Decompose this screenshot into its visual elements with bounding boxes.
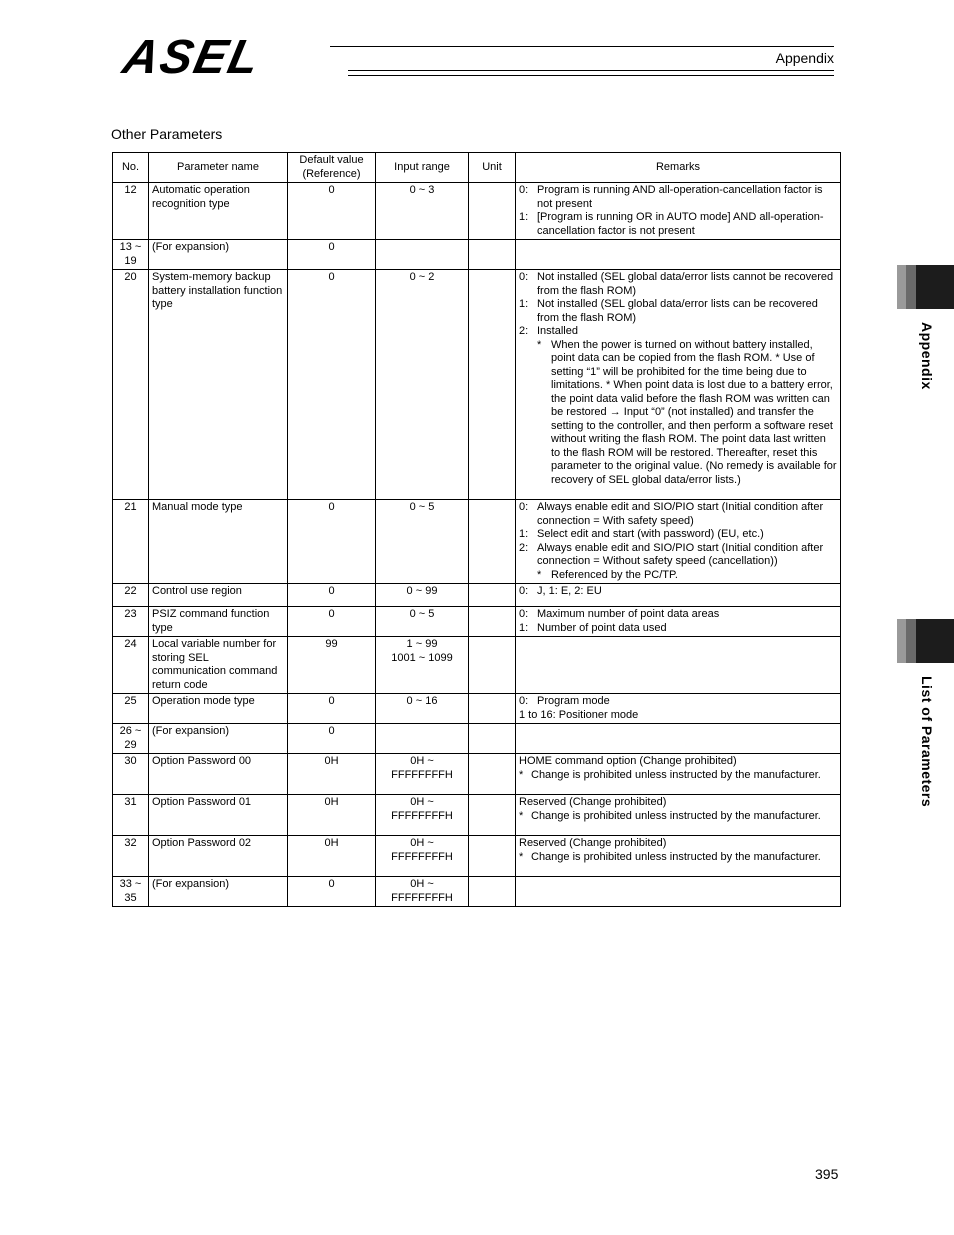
remark-key: 0: — [519, 271, 529, 283]
param-unit-cell — [469, 836, 516, 877]
remark-text: Not installed (SEL global data/error lists can be recovered from the flash ROM) — [537, 298, 818, 324]
param-unit-cell — [469, 607, 516, 637]
param-unit-cell — [469, 877, 516, 907]
remark-line — [519, 298, 837, 325]
remark-line — [519, 184, 837, 211]
param-remarks-cell — [516, 877, 841, 907]
remark-line — [519, 810, 837, 824]
remark-key: 1: — [519, 528, 529, 540]
param-remarks-cell — [516, 754, 841, 795]
table-row — [113, 836, 841, 877]
param-unit-cell — [469, 584, 516, 607]
remark-key: * — [519, 768, 524, 781]
param-default-cell: 0 — [288, 584, 376, 607]
remark-key: * — [519, 850, 524, 863]
remark-text: Program mode — [537, 695, 610, 707]
remark-text: Always enable edit and SIO/PIO start (Initial condition after connection = Without safety speed (cancellation)) — [537, 541, 824, 567]
param-default-cell: 0 — [288, 270, 376, 500]
remark-key: 1: — [519, 211, 529, 223]
param-remarks-cell — [516, 607, 841, 637]
remark-line: HOME command option (Change prohibited) — [519, 755, 737, 767]
remark-line — [519, 622, 837, 636]
param-range-cell: 0H ~ FFFFFFFFH — [376, 877, 469, 907]
param-remarks-cell — [516, 183, 841, 240]
remark-line — [519, 528, 837, 542]
param-default-cell: 0H — [288, 795, 376, 836]
table-row — [113, 694, 841, 724]
remark-line — [519, 769, 837, 783]
param-remarks-cell — [516, 724, 841, 754]
remark-line — [519, 211, 837, 238]
remark-text: [Program is running OR in AUTO mode] AND all-operation-cancellation factor is not present — [537, 211, 824, 237]
section-header: Appendix — [775, 50, 834, 66]
param-range-cell: 1 ~ 99 1001 ~ 1099 — [376, 637, 469, 694]
side-tab-list-of-parameters: List of Parameters — [919, 676, 935, 808]
table-row — [113, 877, 841, 907]
param-name-cell: Option Password 02 — [149, 836, 288, 877]
remark-text: J, 1: E, 2: EU — [537, 585, 602, 597]
remark-key: 0: — [519, 608, 529, 620]
table-row — [113, 240, 841, 270]
remark-text: Select edit and start (with password) (EU, etc.) — [537, 528, 764, 540]
param-range-cell — [376, 724, 469, 754]
asel-logo: ASEL — [118, 31, 266, 84]
param-range-cell: 0H ~ FFFFFFFFH — [376, 795, 469, 836]
param-no-cell: 30 — [113, 754, 149, 795]
remark-line — [519, 608, 837, 622]
param-remarks-cell — [516, 500, 841, 584]
side-tab-appendix: Appendix — [919, 322, 935, 390]
remark-line: Reserved (Change prohibited) — [519, 796, 667, 808]
param-no-cell: 24 — [113, 637, 149, 694]
remark-key: 0: — [519, 585, 529, 597]
param-name-cell: Control use region — [149, 584, 288, 607]
param-unit-cell — [469, 183, 516, 240]
remark-text: Maximum number of point data areas — [537, 608, 720, 620]
param-name-cell: Option Password 01 — [149, 795, 288, 836]
table-row — [113, 270, 841, 500]
param-no-cell: 33 ~ 35 — [113, 877, 149, 907]
param-range-cell — [376, 240, 469, 270]
remark-line — [519, 695, 837, 709]
param-range-cell: 0 ~ 5 — [376, 500, 469, 584]
param-range-cell: 0 ~ 5 — [376, 607, 469, 637]
param-no-cell: 26 ~ 29 — [113, 724, 149, 754]
remark-text: Change is prohibited unless instructed by the manufacturer. — [531, 809, 821, 822]
table-row — [113, 183, 841, 240]
param-no-cell: 22 — [113, 584, 149, 607]
remark-line: Reserved (Change prohibited) — [519, 837, 667, 849]
header-rule — [330, 46, 834, 47]
param-no-cell: 21 — [113, 500, 149, 584]
header-rule-lower — [348, 70, 834, 71]
remark-text: Change is prohibited unless instructed by the manufacturer. — [531, 768, 821, 781]
remark-line — [519, 851, 837, 865]
remark-line — [519, 569, 837, 583]
remark-text: Change is prohibited unless instructed by the manufacturer. — [531, 850, 821, 863]
param-unit-cell — [469, 724, 516, 754]
param-name-cell: Local variable number for storing SEL communication command return code — [149, 637, 288, 694]
remark-text: Installed — [537, 325, 578, 337]
table-row — [113, 724, 841, 754]
remark-line — [519, 339, 837, 488]
remark-key: 0: — [519, 501, 529, 513]
param-remarks-cell — [516, 270, 841, 500]
column-header: Unit — [469, 153, 516, 183]
param-default-cell: 0 — [288, 183, 376, 240]
remark-text: Not installed (SEL global data/error lists cannot be recovered from the flash ROM) — [537, 271, 834, 297]
param-remarks-cell — [516, 584, 841, 607]
remark-key: * — [537, 568, 542, 581]
param-default-cell: 0 — [288, 240, 376, 270]
param-remarks-cell — [516, 637, 841, 694]
remark-text: Always enable edit and SIO/PIO start (Initial condition after connection = With safety speed) — [537, 501, 824, 527]
remark-key: 0: — [519, 184, 529, 196]
param-no-cell: 31 — [113, 795, 149, 836]
remark-key: 2: — [519, 541, 529, 554]
section-title: Other Parameters — [111, 126, 223, 142]
remark-key: 2: — [519, 325, 529, 337]
param-remarks-cell — [516, 795, 841, 836]
param-unit-cell — [469, 754, 516, 795]
param-unit-cell — [469, 500, 516, 584]
remark-line — [519, 585, 837, 599]
remark-key: * — [537, 338, 542, 351]
param-no-cell: 20 — [113, 270, 149, 500]
param-unit-cell — [469, 270, 516, 500]
table-row — [113, 584, 841, 607]
param-default-cell: 0 — [288, 500, 376, 584]
column-header: Parameter name — [149, 153, 288, 183]
column-header: No. — [113, 153, 149, 183]
table-header-row — [113, 153, 841, 183]
param-range-cell: 0 ~ 16 — [376, 694, 469, 724]
param-unit-cell — [469, 240, 516, 270]
param-range-cell: 0H ~ FFFFFFFFH — [376, 836, 469, 877]
param-no-cell: 25 — [113, 694, 149, 724]
remark-key: 1: — [519, 621, 529, 634]
column-header: Default value (Reference) — [288, 153, 376, 183]
side-tab-marker — [897, 619, 954, 663]
param-no-cell: 13 ~ 19 — [113, 240, 149, 270]
param-name-cell: Manual mode type — [149, 500, 288, 584]
column-header: Input range — [376, 153, 469, 183]
param-range-cell: 0 ~ 99 — [376, 584, 469, 607]
remark-key: * — [519, 809, 524, 822]
remark-text: When the power is turned on without battery installed, point data can be copied from the flash ROM. * Use of setting “1” will be prohibited for the time being due to limitations. * When point data is lost due to a battery error, the point data valid before the flash ROM was written can be restored → Input “0” (not installed) and transfer the setting to the controller, and then perform a software reset without writing the flash ROM. The point data last written to the flash ROM will be restored. Thereafter, reset this parameter to the original value. (No remedy is available for recovery of SEL global data/error lists.) — [551, 338, 837, 486]
param-default-cell: 99 — [288, 637, 376, 694]
remark-key: 0: — [519, 695, 529, 707]
param-remarks-cell — [516, 240, 841, 270]
header-rule-lower-thin — [348, 75, 834, 76]
param-remarks-cell — [516, 694, 841, 724]
param-remarks-cell — [516, 836, 841, 877]
parameter-table — [112, 152, 841, 907]
param-name-cell: Automatic operation recognition type — [149, 183, 288, 240]
param-unit-cell — [469, 637, 516, 694]
param-no-cell: 12 — [113, 183, 149, 240]
param-no-cell: 32 — [113, 836, 149, 877]
param-default-cell: 0 — [288, 607, 376, 637]
param-no-cell: 23 — [113, 607, 149, 637]
param-name-cell: (For expansion) — [149, 240, 288, 270]
param-default-cell: 0 — [288, 694, 376, 724]
remark-line: 1 to 16: Positioner mode — [519, 708, 639, 721]
remark-text: Program is running AND all-operation-cancellation factor is not present — [537, 184, 823, 210]
table-row — [113, 500, 841, 584]
remark-line — [519, 542, 837, 569]
param-range-cell: 0H ~ FFFFFFFFH — [376, 754, 469, 795]
table-row — [113, 754, 841, 795]
remark-line — [519, 325, 837, 339]
param-default-cell: 0H — [288, 836, 376, 877]
table-row — [113, 637, 841, 694]
param-default-cell: 0 — [288, 724, 376, 754]
param-default-cell: 0H — [288, 754, 376, 795]
remark-text: Number of point data used — [537, 621, 667, 634]
param-name-cell: PSIZ command function type — [149, 607, 288, 637]
remark-line — [519, 271, 837, 298]
column-header: Remarks — [516, 153, 841, 183]
param-name-cell: (For expansion) — [149, 724, 288, 754]
table-row — [113, 795, 841, 836]
param-default-cell: 0 — [288, 877, 376, 907]
param-range-cell: 0 ~ 3 — [376, 183, 469, 240]
param-unit-cell — [469, 694, 516, 724]
param-name-cell: Option Password 00 — [149, 754, 288, 795]
remark-line — [519, 501, 837, 528]
page-number: 395 — [815, 1166, 839, 1182]
param-name-cell: Operation mode type — [149, 694, 288, 724]
param-unit-cell — [469, 795, 516, 836]
side-tab-marker — [897, 265, 954, 309]
table-row — [113, 607, 841, 637]
param-name-cell: (For expansion) — [149, 877, 288, 907]
remark-key: 1: — [519, 298, 529, 310]
remark-text: Referenced by the PC/TP. — [551, 568, 678, 581]
param-name-cell: System-memory backup battery installation function type — [149, 270, 288, 500]
param-range-cell: 0 ~ 2 — [376, 270, 469, 500]
